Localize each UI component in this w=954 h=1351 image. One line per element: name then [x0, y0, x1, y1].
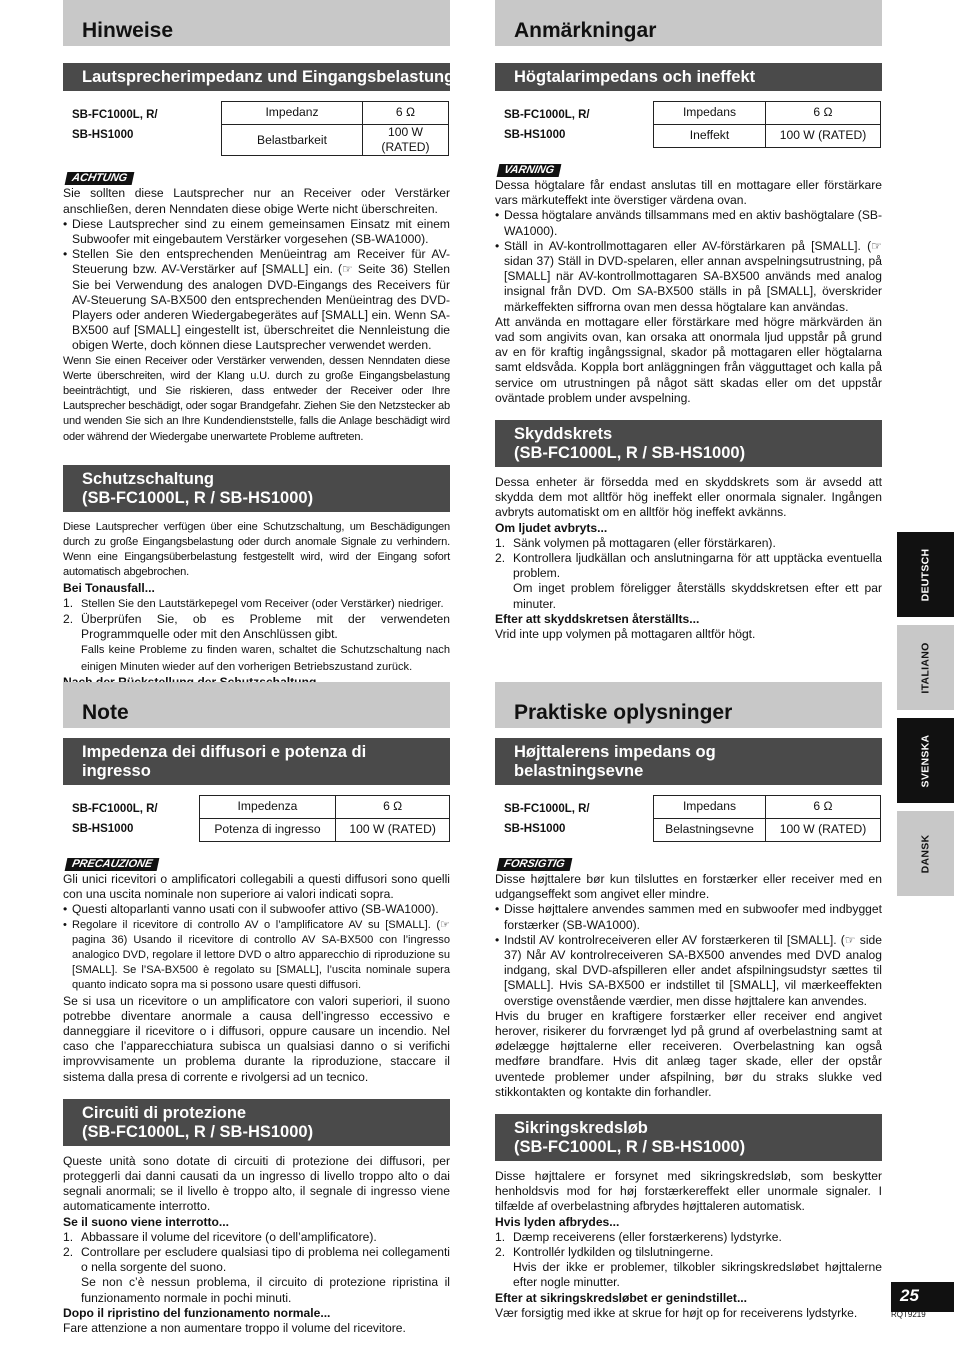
step-heading: Om ljudet avbryts... [495, 520, 608, 535]
warning-badge: FORSIGTIG [497, 858, 572, 871]
step-heading: Efter at sikringskredsløbet er genindstillet... [495, 1290, 748, 1305]
table-row: Potenza di ingresso 100 W (RATED) [199, 819, 449, 842]
table-row: Impedanz 6 Ω [222, 102, 449, 125]
list-item: 2. Kontrollér lydkilden og tilslutningerne. Hvis der ikke er problemer, tilkobler sikringskredsløbet højttalerne efter nogle minutter. [495, 1245, 882, 1290]
paragraph: Vær forsigtig med ikke at skrue for højt op for receiverens lydstyrke. [495, 1305, 858, 1320]
page-title: Anmärkningar [495, 0, 882, 46]
step-heading: Bei Tonausfall... [63, 580, 155, 595]
tab-svenska: SVENSKA [897, 718, 954, 803]
subheading: Impedenza dei diffusori e potenza di ingresso [63, 738, 450, 785]
warning-badge: ACHTUNG [65, 172, 135, 185]
paragraph: Dessa högtalare får endast anslutas till en mottagare eller förstärkare vars märkuteffekt inte överstiger värdena ovan. [495, 178, 882, 208]
table-row: Belastningsevne 100 W (RATED) [654, 819, 881, 842]
subheading: Højttalerens impedans og belastningsevne [495, 738, 882, 785]
list-item: • Diese Lautsprecher sind zu einem gemeinsamen Einsatz mit einem Subwoofer mit eingebautem Verstärker vorgesehen (SB-WA1000). [63, 217, 450, 247]
warning-badge: VARNING [497, 164, 562, 177]
step-heading: Dopo il ripristino del funzionamento normale... [63, 1305, 331, 1320]
model-label: SB-FC1000L, R/ SB-HS1000 [504, 803, 590, 835]
table-row: Impedans 6 Ω [654, 796, 881, 819]
paragraph: Sie sollten diese Lautsprecher nur an Receiver oder Verstärker anschließen, deren Nenndaten diese obige Werte nicht überschreiten. [63, 186, 450, 216]
list-item: 2. Überprüfen Sie, ob es Probleme mit der verwendeten Programmquelle oder mit den Anschlüssen gibt. Falls keine Probleme zu finden waren, schaltet die Schutzschaltung nach einigen Minuten wieder auf den vorherigen Betriebszustand zurück. [63, 612, 450, 673]
subheading: Schutzschaltung (SB-FC1000L, R / SB-HS1000) [63, 465, 450, 512]
list-item: 2. Kontrollera ljudkällan och anslutningarna för att upptäcka eventuella problem. Om inget problem föreligger återställs skyddskretsen efter ett par minuter. [495, 551, 882, 611]
paragraph: Fare attenzione a non aumentare troppo il volume del ricevitore. [63, 1321, 406, 1336]
spec-block [63, 101, 450, 156]
paragraph: Se si usa un ricevitore o un amplificatore con valori superiori, il suono potrebbe diventare anormale a causa dell’ingresso eccessivo e danneggiare il ricevitore o i diffusori, oppure causare un incendio. Nel caso che l’apparecchiatura subisca un qualsiasi danno o si verifichi improvvisamente un problema durante la riproduzione, staccare il sistema dalla presa di corrente e rivolgersi ad un tecnico. [63, 993, 450, 1084]
list-item: • Dessa högtalare används tillsammans med en aktiv bashögtalare (SB-WA1000). [495, 208, 882, 238]
page-title: Hinweise [63, 0, 450, 46]
spec-table [199, 795, 450, 842]
paragraph: Disse højttalere bør kun tilsluttes en forstærker eller receiver med en udgangseffekt som angivet eller mindre. [495, 872, 882, 902]
paragraph: Queste unità sono dotate di circuiti di protezione dei diffusori, per proteggerli dai danni causati da un ingresso di livello troppo alto o dai segnali anormali; se il livello è troppo alto, il segnale di ingresso viene automaticamente interrotto. [63, 1153, 450, 1214]
subheading: Circuiti di protezione (SB-FC1000L, R / SB-HS1000) [63, 1099, 450, 1146]
spec-table [653, 101, 881, 148]
step-heading: Efter att skyddskretsen återställts... [495, 611, 700, 626]
numbered-list [63, 596, 450, 675]
page-code: RQT9219 [891, 1310, 926, 1319]
paragraph: Vrid inte upp volymen på mottagaren alltför högt. [495, 627, 756, 642]
warning-badge: PRECAUZIONE [65, 858, 160, 871]
list-item: 1. Sänk volymen på mottagaren (eller förstärkaren). [495, 535, 776, 550]
section-italiano [63, 682, 450, 1336]
spec-block [495, 101, 882, 148]
table-row: Impedans 6 Ω [654, 102, 881, 125]
step-heading: Se il suono viene interrotto... [63, 1214, 229, 1229]
numbered-list [495, 1230, 882, 1291]
list-item: 1. Dæmp receiverens (eller forstærkerens) lydstyrke. [495, 1229, 782, 1244]
table-row: Ineffekt 100 W (RATED) [654, 125, 881, 148]
subheading: Sikringskredsløb (SB-FC1000L, R / SB-HS1000) [495, 1114, 882, 1161]
page-title: Note [63, 682, 450, 728]
section-svenska [495, 0, 882, 642]
paragraph: Att använda en mottagare eller förstärkare med högre märkvärden än vad som angivits ovan, kan orsaka att onormala ljud uppstår på grund av en för kraftig ingångssignal, skador på mottagaren eller högtalarna samt eldsvåda. Koppla bort anläggningen från vägguttaget och kalla på service om utrustningen på något sätt skadas eller om det uppstår oväntade problem under avspelning. [495, 314, 882, 405]
list-item: 2. Controllare per escludere qualsiasi tipo di problema nei collegamenti o nella sorgente del suono. Se non c’è nessun problema, il circuito di protezione ripristina il funzionamento normale in pochi minuti. [63, 1245, 450, 1305]
section-deutsch [63, 0, 455, 705]
bullet-list [495, 208, 882, 314]
page-number: 25 [891, 1282, 954, 1312]
model-label: SB-FC1000L, R/ SB-HS1000 [504, 109, 590, 141]
table-row: Belastbarkeit 100 W (RATED) [222, 125, 449, 156]
paragraph: Wenn Sie einen Receiver oder Verstärker verwenden, dessen Nenndaten diese Werte überschreiten, wird der Klang u.U. durch zu große Eingangsbelastung beeinträchtigt, und Sie riskieren, dass entweder der Receiver oder Ihre Lautsprecher beschädigt, oder sogar Brandgefahr. Ziehen Sie den Netzstecker ab und wenden Sie sich an Ihre Kundendienststelle, falls die Anlage beschädigt wird oder während der Wiedergabe unerwartete Probleme auftreten. [63, 354, 450, 443]
spec-table [653, 795, 881, 842]
paragraph: Gli unici ricevitori o amplificatori collegabili a questi diffusori sono quelli con una uscita nominale non superiore ai valori indicati sopra. [63, 872, 450, 902]
spec-block [495, 795, 882, 842]
tab-italiano: ITALIANO [897, 625, 954, 710]
list-item: • Regolare il ricevitore di controllo AV o l’amplificatore AV su [SMALL]. (☞ pagina 36) Usando il ricevitore di controllo AV SA-BX500 con l’ingresso analogico DVD, regolare il lettore DVD o altro apparecchio di riproduzione su [SMALL]. Se l’SA-BX500 è regolato su [SMALL], l’uscita nominale supera quanto indicato sopra ma si possono usare questi diffusori. [63, 918, 450, 994]
list-item: • Stellen Sie den entsprechenden Menüeintrag am Receiver für AV-Steuerung bzw. AV-Verstärker auf [SMALL] ein. (☞ Seite 36) Stellen Sie bei Verwendung des analogen DVD-Eingangs des Receivers für AV-Steuerung SA-BX500 den entsprechenden Menüeintrag des DVD-Players oder anderen Wiedergabegerätes auf [SMALL] ein. Wenn SA-BX500 auf [SMALL] eingestellt ist, überschreitet die Nennleistung die obigen Werte, doch können diese Lautsprecher verwendet werden. [63, 247, 450, 353]
list-item: • Disse højttalere anvendes sammen med en subwoofer med indbygget forstærker (SB-WA1000). [495, 902, 882, 932]
paragraph: Dessa enheter är försedda med en skyddskrets som är avsedd att skydda dem mot alltför hög ineffekt eller onormala signaler. Ingången avbryts automatiskt om en alltför hög ineffekt avkänns. [495, 475, 882, 520]
tab-deutsch: DEUTSCH [897, 532, 954, 617]
list-item: • Indstil AV kontrolreceiveren eller AV forstærkeren til [SMALL]. (☞ side 37) Når AV kontrolreceiveren SA-BX500 anvendes med DVD analog indgang, skal DVD-afspilleren eller andet afspilningsudstyr sættes til [SMALL]. Hvis SA-BX500 er indstillet til [SMALL], vil mærkeeffekten overstige ovenstående værdier, men disse højttalere kan anvendes. [495, 933, 882, 1009]
numbered-list [495, 536, 882, 612]
numbered-list [63, 1230, 450, 1306]
bullet-list [63, 902, 450, 993]
spec-block [63, 795, 450, 842]
list-item: 1. Stellen Sie den Lautstärkepegel vom Receiver (oder Verstärker) niedriger. [63, 595, 444, 610]
paragraph: Diese Lautsprecher verfügen über eine Schutzschaltung, um Beschädigungen durch zu große Eingangsbelastung oder durch anomale Signale zu verhindern. Wenn eine Eingangsüberbelastung festgestellt wird, wird der Eingang sofort automatisch abgebrochen. [63, 520, 450, 579]
tab-dansk: DANSK [897, 811, 954, 896]
model-label: SB-FC1000L, R/ SB-HS1000 [72, 803, 158, 835]
spec-table [221, 101, 449, 156]
table-row: Impedenza 6 Ω [199, 796, 449, 819]
model-label: SB-FC1000L, R/ SB-HS1000 [72, 109, 158, 141]
list-item: 1. Abbassare il volume del ricevitore (o dell’amplificatore). [63, 1229, 377, 1244]
section-dansk [495, 682, 882, 1321]
bullet-list [63, 217, 450, 354]
paragraph: Hvis du bruger en kraftigere forstærker eller receiver end angivet herover, risikerer du forvrænget lyd på grund af overbelastning samt at ødelægge højttalerne eller receiveren. Overbelastning kan også medføre brandfare. Hvis dit anlæg tager skade, eller der opstår uventede problemer under afspilning, bør du straks slukke ved stikkontakten og kontakte din forhandler. [495, 1008, 882, 1099]
subheading: Skyddskrets (SB-FC1000L, R / SB-HS1000) [495, 420, 882, 467]
list-item: • Questi altoparlanti vanno usati con il subwoofer attivo (SB-WA1000). [63, 902, 450, 917]
step-heading: Hvis lyden afbrydes... [495, 1214, 620, 1229]
bullet-list [495, 902, 882, 1008]
subheading: Högtalarimpedans och ineffekt [495, 63, 882, 91]
list-item: • Ställ in AV-kontrollmottagaren eller AV-förstärkaren på [SMALL]. (☞ sidan 37) Ställ in DVD-spelaren, eller annan avspelningsutrustning, på [SMALL] när AV-kontrollmottagaren SA-BX500 används med analog insignal från DVD. Om SA-BX500 ställs in på [SMALL], överskrider märkeffekten siffrorna ovan men dessa högtalare kan användas. [495, 239, 882, 315]
paragraph: Disse højttalere er forsynet med sikringskredsløb, som beskytter henholdsvis mod for høj forstærkereffekt eller unormale signaler. I tilfælde af overbelastning afbrydes højttaleren automatisk. [495, 1169, 882, 1214]
page-title: Praktiske oplysninger [495, 682, 882, 728]
subheading: Lautsprecherimpedanz und Eingangsbelastung [63, 63, 450, 91]
